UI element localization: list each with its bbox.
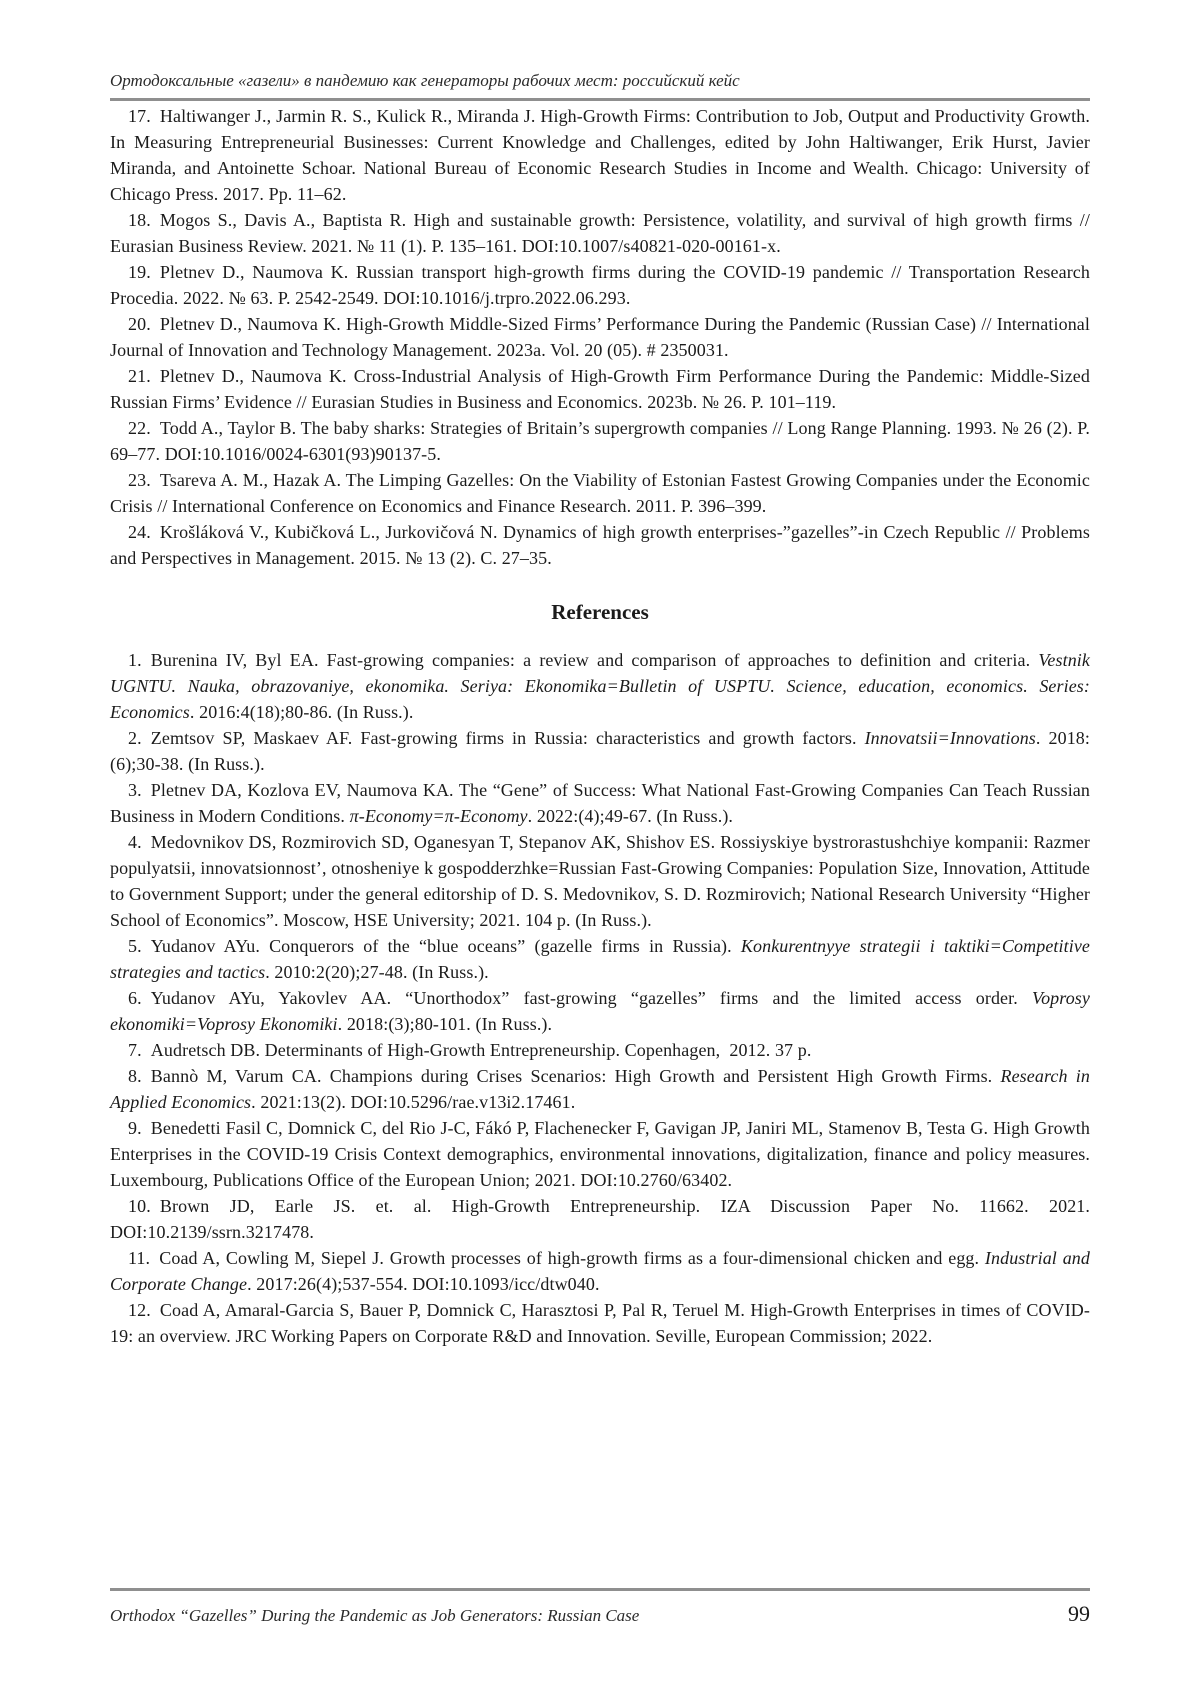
reference-text: . 2022:(4);49-67. (In Russ.).	[527, 806, 734, 826]
reference-text: 7. Audretsch DB. Determinants of High-Growth Entrepreneurship. Copenhagen, 2012. 37 p.	[128, 1040, 812, 1060]
reference-entry	[110, 933, 1090, 985]
journal-title-italic: Industrial and Corporate Change	[110, 1248, 1090, 1294]
reference-entry	[110, 777, 1090, 829]
reference-text: 19. Pletnev D., Naumova K. Russian transport high-growth firms during the COVID-19 pandemic // Transportation Research Procedia. 2022. № 63. P. 2542-2549. DOI:10.1016/j.trpro.2022.06.293.	[110, 262, 1090, 308]
references-heading: References	[551, 600, 649, 624]
reference-text: 2. Zemtsov SP, Maskaev AF. Fast-growing firms in Russia: characteristics and growth factors.	[128, 728, 865, 748]
reference-entry	[110, 311, 1090, 363]
page-footer	[110, 1588, 1090, 1627]
reference-entry	[110, 467, 1090, 519]
references-section	[110, 647, 1090, 1349]
reference-text: 5. Yudanov AYu. Conquerors of the “blue oceans” (gazelle firms in Russia).	[128, 936, 741, 956]
reference-entry	[110, 647, 1090, 725]
reference-entry	[110, 1063, 1090, 1115]
reference-text: 18. Mogos S., Davis A., Baptista R. High and sustainable growth: Persistence, volatility, and survival of high growth firms // Eurasian Business Review. 2021. № 11 (1). P. 135–161. DOI:10.1007/s40821-020-00161-x.	[110, 210, 1090, 256]
reference-entry	[110, 985, 1090, 1037]
page-number: 99	[1068, 1601, 1090, 1626]
reference-entry	[110, 1037, 1090, 1063]
reference-text: . 2010:2(20);27-48. (In Russ.).	[265, 962, 489, 982]
bibliography-section	[110, 103, 1090, 571]
reference-entry	[110, 207, 1090, 259]
reference-entry	[110, 259, 1090, 311]
reference-entry	[110, 1115, 1090, 1193]
reference-entry	[110, 1245, 1090, 1297]
running-foot-english: Orthodox “Gazelles” During the Pandemic as Job Generators: Russian Case	[110, 1606, 640, 1625]
reference-text: 22. Todd A., Taylor B. The baby sharks: Strategies of Britain’s supergrowth companies // Long Range Planning. 1993. № 26 (2). P. 69–77. DOI:10.1016/0024-6301(93)90137-5.	[110, 418, 1090, 464]
reference-entry	[110, 519, 1090, 571]
reference-text: . 2017:26(4);537-554. DOI:10.1093/icc/dtw040.	[247, 1274, 600, 1294]
journal-title-italic: Konkurentnyye strategii i taktiki=Competitive strategies and tactics	[110, 936, 1090, 982]
reference-text: 17. Haltiwanger J., Jarmin R. S., Kulick R., Miranda J. High-Growth Firms: Contribution to Job, Output and Productivity Growth. In Measuring Entrepreneurial Businesses: Current Knowledge and Challenges, edited by John Haltiwanger, Erik Hurst, Javier Miranda, and Antoinette Schoar. National Bureau of Economic Research Studies in Income and Wealth. Chicago: University of Chicago Press. 2017. Pp. 11–62.	[110, 106, 1090, 204]
reference-text: 12. Coad A, Amaral-Garcia S, Bauer P, Domnick C, Harasztosi P, Pal R, Teruel M. High-Growth Enterprises in times of COVID-19: an overview. JRC Working Papers on Corporate R&D and Innovation. Seville, European Commission; 2022.	[110, 1300, 1090, 1346]
reference-entry	[110, 103, 1090, 207]
reference-text: 21. Pletnev D., Naumova K. Cross-Industrial Analysis of High-Growth Firm Performance During the Pandemic: Middle-Sized Russian Firms’ Evidence // Eurasian Studies in Business and Economics. 2023b. № 26. P. 101–119.	[110, 366, 1090, 412]
reference-entry	[110, 725, 1090, 777]
reference-text: 1. Burenina IV, Byl EA. Fast-growing companies: a review and comparison of approaches to definition and criteria.	[128, 650, 1039, 670]
journal-title-italic: Innovatsii=Innovations	[864, 728, 1036, 748]
reference-entry	[110, 829, 1090, 933]
reference-text: 11. Coad A, Cowling M, Siepel J. Growth processes of high-growth firms as a four-dimensional chicken and egg.	[128, 1248, 985, 1268]
reference-entry	[110, 1193, 1090, 1245]
reference-text: 20. Pletnev D., Naumova K. High-Growth Middle-Sized Firms’ Performance During the Pandemic (Russian Case) // International Journal of Innovation and Technology Management. 2023a. Vol. 20 (05). # 2350031.	[110, 314, 1090, 360]
reference-text: 3. Pletnev DA, Kozlova EV, Naumova KA. The “Gene” of Success: What National Fast-Growing Companies Can Teach Russian Business in Modern Conditions.	[110, 780, 1090, 826]
reference-text: 6. Yudanov AYu, Yakovlev AA. “Unorthodox” fast-growing “gazelles” firms and the limited access order.	[128, 988, 1032, 1008]
reference-text: 10. Brown JD, Earle JS. et. al. High-Growth Entrepreneurship. IZA Discussion Paper No. 11662. 2021. DOI:10.2139/ssrn.3217478.	[110, 1196, 1090, 1242]
reference-text: 24. Krošláková V., Kubičková L., Jurkovičová N. Dynamics of high growth enterprises-”gazelles”-in Czech Republic // Problems and Perspectives in Management. 2015. № 13 (2). C. 27–35.	[110, 522, 1090, 568]
journal-title-italic: Voprosy ekonomiki=Voprosy Ekonomiki	[110, 988, 1090, 1034]
reference-text: . 2018:(3);80-101. (In Russ.).	[337, 1014, 553, 1034]
journal-title-italic: Vestnik UGNTU. Nauka, obrazovaniye, ekonomika. Seriya: Ekonomika=Bulletin of USPTU. Science, education, economics. Series: Economics	[110, 650, 1090, 722]
reference-text: 23. Tsareva A. M., Hazak A. The Limping Gazelles: On the Viability of Estonian Fastest Growing Companies under the Economic Crisis // International Conference on Economics and Finance Research. 2011. P. 396–399.	[110, 470, 1090, 516]
journal-title-italic: π-Economy=π-Economy	[349, 806, 528, 826]
reference-text: . 2018:(6);30-38. (In Russ.).	[110, 728, 1091, 774]
reference-text: . 2021:13(2). DOI:10.5296/rae.v13i2.17461.	[251, 1092, 576, 1112]
reference-entry	[110, 363, 1090, 415]
page-body	[110, 103, 1090, 1349]
journal-title-italic: Research in Applied Economics	[110, 1066, 1090, 1112]
reference-entry	[110, 415, 1090, 467]
reference-text: 9. Benedetti Fasil C, Domnick C, del Rio J-C, Fákó P, Flachenecker F, Gavigan JP, Janiri ML, Stamenov B, Testa G. High Growth Enterprises in the COVID-19 Crisis Context demographics, environmental innovations, digitalization, finance and policy measures. Luxembourg, Publications Office of the European Union; 2021. DOI:10.2760/63402.	[110, 1118, 1090, 1190]
reference-text: 4. Medovnikov DS, Rozmirovich SD, Oganesyan T, Stepanov AK, Shishov ES. Rossiyskiye bystrorastushchiye kompanii: Razmer populyatsii, innovatsionnost’, otnosheniye k gospodderzhke=Russian Fast-Growing Companies: Population Size, Innovation, Attitude to Government Support; under the general editorship of D. S. Medovnikov, S. D. Rozmirovich; National Research University “Higher School of Economics”. Moscow, HSE University; 2021. 104 p. (In Russ.).	[110, 832, 1090, 930]
page-header	[110, 0, 1090, 101]
reference-text: . 2016:4(18);80-86. (In Russ.).	[189, 702, 414, 722]
reference-entry	[110, 1297, 1090, 1349]
running-head-russian: Ортодоксальные «газели» в пандемию как генераторы рабочих мест: российский кейс	[110, 70, 1090, 101]
reference-text: 8. Bannò M, Varum CA. Champions during Crises Scenarios: High Growth and Persistent High Growth Firms.	[128, 1066, 1001, 1086]
